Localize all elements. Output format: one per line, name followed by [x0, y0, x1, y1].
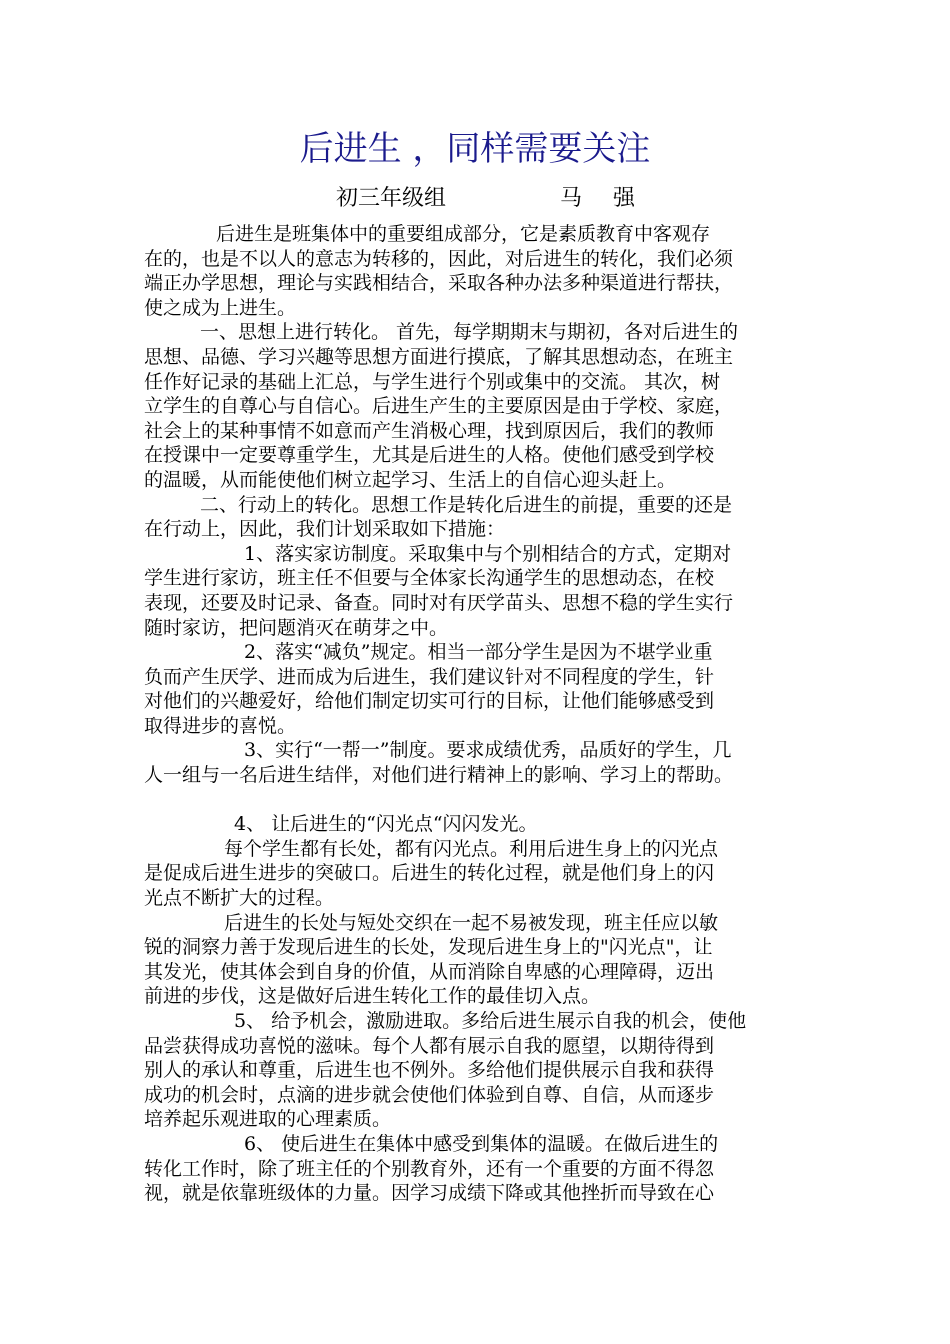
text-line: 社会上的某种事情不如意而产生消极心理，找到原因后，我们的教师	[144, 419, 715, 442]
text-line: 使之成为上进生。	[144, 296, 297, 319]
text-line: 成功的机会时，点滴的进步就会使他们体验到自尊、自信，从而逐步	[144, 1083, 715, 1106]
text-line: 负而产生厌学、进而成为后进生，我们建议针对不同程度的学生，针	[144, 665, 715, 688]
text-line: 随时家访，把问题消灭在萌芽之中。	[144, 616, 449, 639]
text-line: 培养起乐观进取的心理素质。	[144, 1108, 392, 1131]
byline-author: 马 强	[560, 186, 647, 211]
text-line: 后进生的长处与短处交织在一起不易被发现，班主任应以敏	[224, 911, 719, 934]
text-line: 表现，还要及时记录、备查。同时对有厌学苗头、思想不稳的学生实行	[144, 591, 734, 614]
text-line: 对他们的兴趣爱好，给他们制定切实可行的目标，让他们能够感受到	[144, 690, 715, 713]
text-line: 视，就是依靠班级体的力量。因学习成绩下降或其他挫折而导致在心	[144, 1182, 715, 1205]
text-line: 人一组与一名后进生结伴，对他们进行精神上的影响、学习上的帮助。	[144, 764, 734, 787]
text-line: 前进的步伐，这是做好后进生转化工作的最佳切入点。	[144, 985, 601, 1008]
text-line: 是促成后进生进步的突破口。后进生的转化过程，就是他们身上的闪	[144, 862, 715, 885]
byline-grade: 初三年级组	[336, 186, 447, 211]
text-line: 4、 让后进生的“闪光点“闪闪发光。	[234, 813, 538, 836]
text-line: 思想、品德、学习兴趣等思想方面进行摸底，了解其思想动态，在班主	[144, 345, 734, 368]
text-line: 立学生的自尊心与自信心。后进生产生的主要原因是由于学校、家庭，	[144, 395, 734, 418]
text-line: 一、思想上进行转化。 首先，每学期期末与期初，各对后进生的	[200, 321, 739, 344]
text-line: 在授课中一定要尊重学生，尤其是后进生的人格。使他们感受到学校	[144, 444, 715, 467]
text-line: 1、落实家访制度。采取集中与个别相结合的方式，定期对	[244, 542, 732, 565]
text-line: 的温暖，从而能使他们树立起学习、生活上的自信心迎头赶上。	[144, 468, 677, 491]
text-line: 在的，也是不以人的意志为转移的，因此，对后进生的转化，我们必须	[144, 247, 734, 270]
text-line: 在行动上，因此，我们计划采取如下措施：	[144, 518, 506, 541]
blank-line	[144, 788, 820, 813]
text-line: 光点不断扩大的过程。	[144, 887, 335, 910]
text-line: 其发光，使其体会到自身的价值，从而消除自卑感的心理障碍，迈出	[144, 960, 715, 983]
document-title: 后进生 ，同样需要关注	[299, 129, 651, 169]
text-line: 任作好记录的基础上汇总，与学生进行个别或集中的交流。 其次，树	[144, 370, 721, 393]
text-line: 锐的洞察力善于发现后进生的长处，发现后进生身上的"闪光点"，让	[144, 936, 713, 959]
text-line: 别人的承认和尊重，后进生也不例外。多给他们提供展示自我和获得	[144, 1059, 715, 1082]
text-line: 学生进行家访，班主任不但要与全体家长沟通学生的思想动态，在校	[144, 567, 715, 590]
document-body	[144, 222, 820, 1206]
text-line: 二、行动上的转化。思想工作是转化后进生的前提，重要的还是	[200, 493, 733, 516]
text-line: 取得进步的喜悦。	[144, 714, 297, 737]
text-line: 后进生是班集体中的重要组成部分，它是素质教育中客观存	[216, 223, 711, 245]
text-line: 5、 给予机会，激励进取。多给后进生展示自我的机会，使他	[234, 1010, 747, 1032]
text-line: 每个学生都有长处，都有闪光点。利用后进生身上的闪光点	[224, 837, 719, 860]
text-line: 2、落实“减负”规定。相当一部分学生是因为不堪学业重	[244, 641, 713, 664]
text-line: 端正办学思想，理论与实践相结合，采取各种办法多种渠道进行帮扶，	[144, 272, 734, 295]
text-line: 3、实行“一帮一”制度。要求成绩优秀，品质好的学生，几	[244, 739, 732, 762]
text-line: 6、 使后进生在集体中感受到集体的温暖。在做后进生的	[244, 1132, 719, 1155]
text-line: 转化工作时，除了班主任的个别教育外，还有一个重要的方面不得忽	[144, 1157, 715, 1180]
text-line: 品尝获得成功喜悦的滋味。每个人都有展示自我的愿望，以期待得到	[144, 1034, 715, 1057]
byline	[0, 184, 950, 214]
